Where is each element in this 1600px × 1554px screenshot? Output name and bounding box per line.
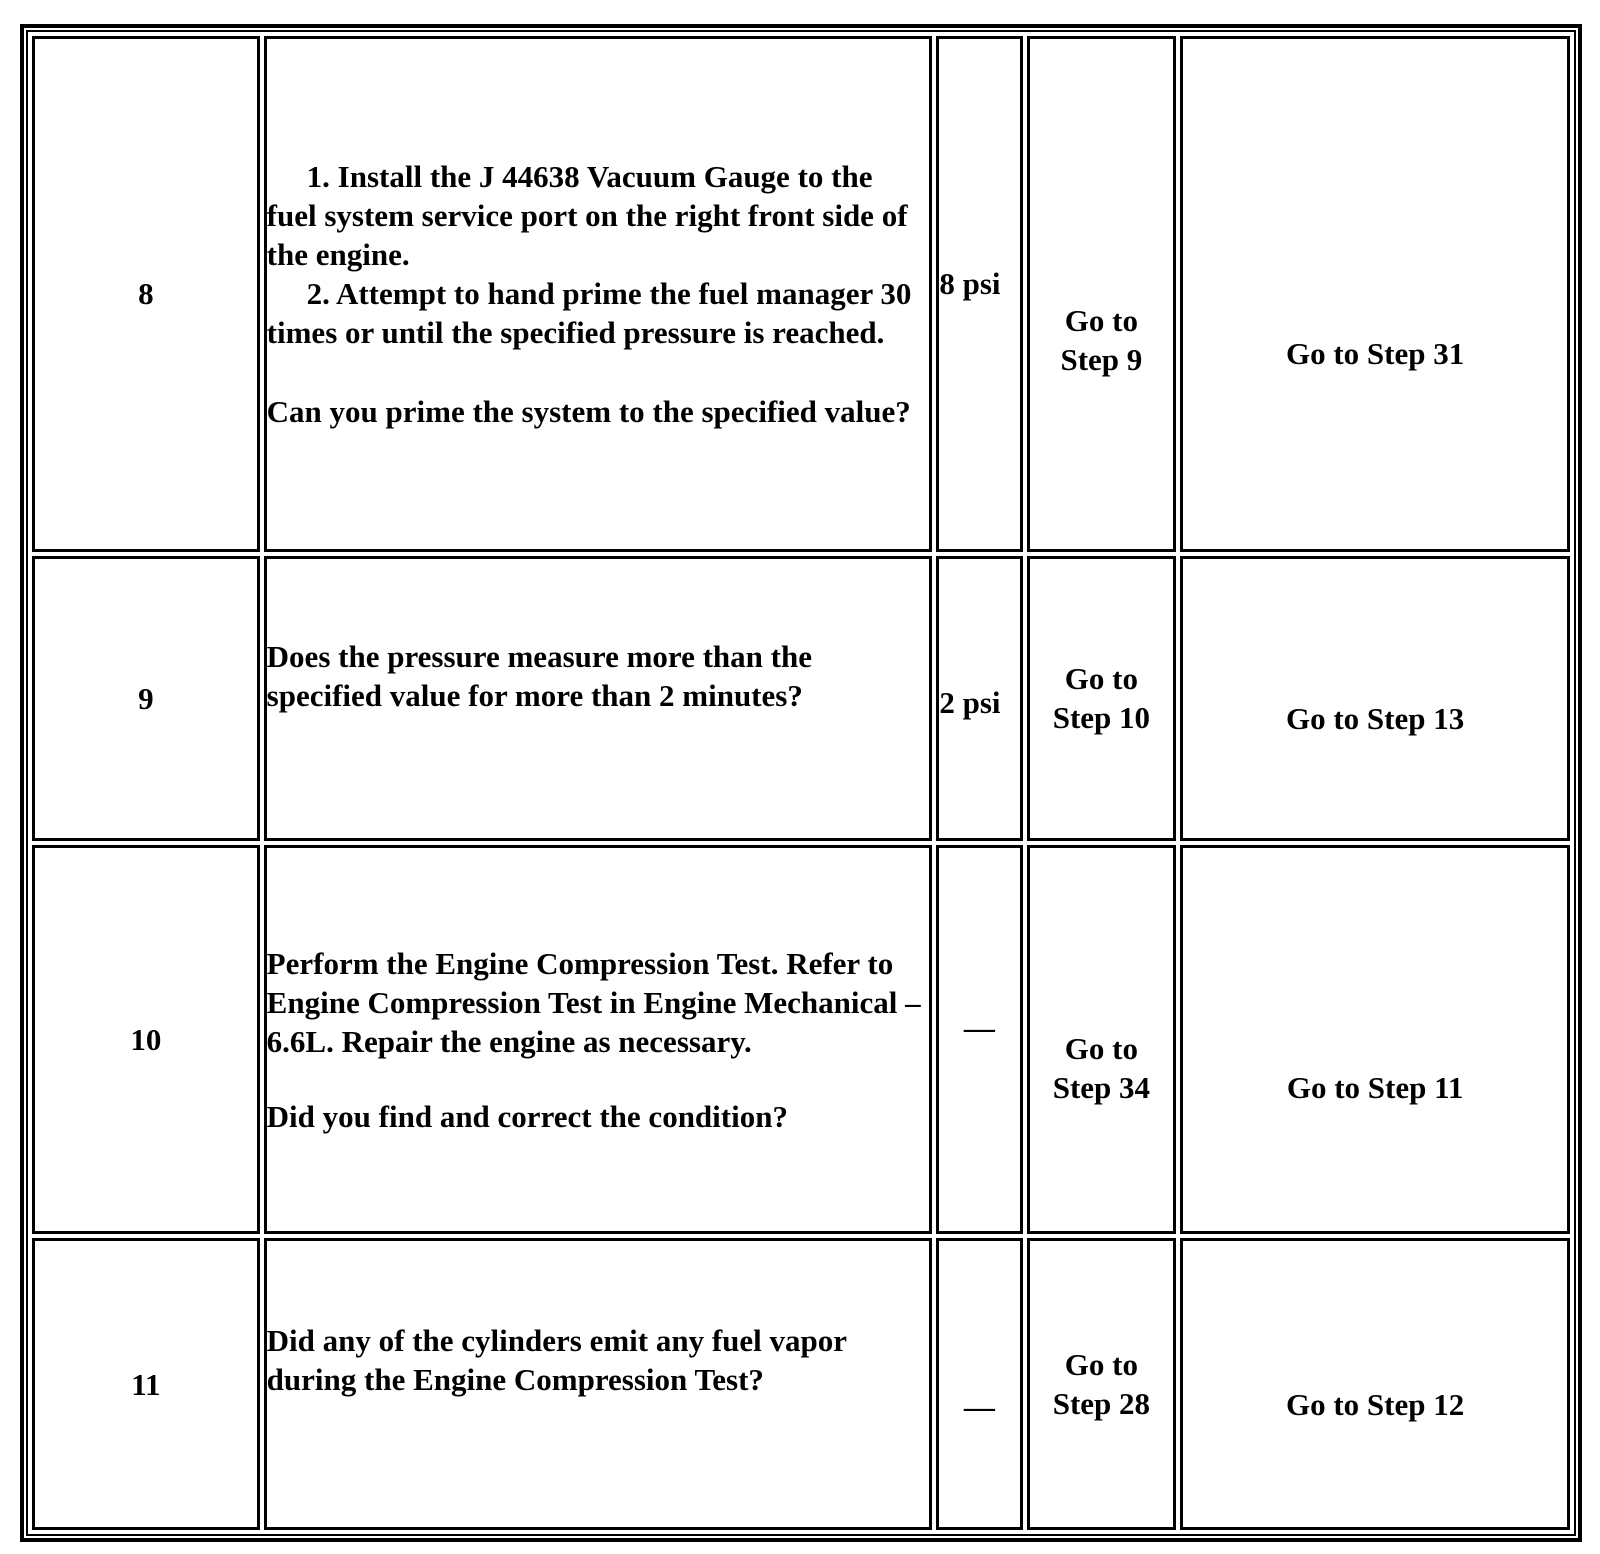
step-number-cell <box>32 845 260 1234</box>
value-dash: — <box>963 1010 995 1046</box>
table-row-step-11 <box>32 1238 1570 1530</box>
diagnostic-table-inner-border <box>26 30 1576 1536</box>
value-cell <box>936 556 1022 841</box>
value-cell <box>936 36 1022 552</box>
no-cell <box>1180 556 1570 841</box>
yes-go-to: Go to <box>1064 1347 1138 1383</box>
action-question: Does the pressure measure more than the specified value for more than 2 minutes? <box>266 638 812 713</box>
action-step-2: 2. Attempt to hand prime the fuel manager 30 times or until the specified pressure is reached. <box>266 275 912 350</box>
no-text: Go to Step 31 <box>1285 336 1465 372</box>
step-number-cell <box>32 1238 260 1530</box>
yes-step: Step 9 <box>1060 341 1143 377</box>
step-number: 11 <box>131 1366 161 1402</box>
yes-step: Step 10 <box>1052 700 1151 736</box>
step-number: 8 <box>138 276 154 312</box>
no-cell <box>1180 36 1570 552</box>
table-row-step-10 <box>32 845 1570 1234</box>
yes-go-to: Go to <box>1064 302 1138 338</box>
value-dash: — <box>963 1388 995 1424</box>
step-number-cell <box>32 556 260 841</box>
action-cell <box>264 556 933 841</box>
yes-cell <box>1027 36 1177 552</box>
no-text: Go to Step 11 <box>1286 1070 1464 1106</box>
spacer <box>267 1061 930 1097</box>
no-cell <box>1180 845 1570 1234</box>
no-text: Go to Step 12 <box>1285 1386 1465 1422</box>
action-question: Did you find and correct the condition? <box>266 1098 788 1134</box>
step-number: 10 <box>130 1022 162 1058</box>
table-row-step-9 <box>32 556 1570 841</box>
step-number-cell <box>32 36 260 552</box>
action-step-1: 1. Install the J 44638 Vacuum Gauge to the fuel system service port on the right front side of the engine. <box>266 158 908 272</box>
yes-go-to: Go to <box>1064 1030 1138 1066</box>
diagnostic-table-frame <box>20 24 1582 1542</box>
yes-cell <box>1027 1238 1177 1530</box>
yes-step: Step 34 <box>1052 1069 1151 1105</box>
no-text: Go to Step 13 <box>1285 700 1465 736</box>
diagnostic-table <box>28 32 1574 1534</box>
yes-step: Step 28 <box>1052 1386 1151 1422</box>
action-cell <box>264 36 933 552</box>
spacer <box>267 352 930 392</box>
action-cell <box>264 845 933 1234</box>
action-instruction: Perform the Engine Compression Test. Refer to Engine Compression Test in Engine Mechanical – 6.6L. Repair the engine as necessary. <box>266 945 921 1059</box>
no-cell <box>1180 1238 1570 1530</box>
yes-go-to: Go to <box>1064 661 1138 697</box>
value-cell <box>936 845 1022 1234</box>
table-row-step-8 <box>32 36 1570 552</box>
value-text: 8 psi <box>939 266 1001 302</box>
value-text: 2 psi <box>939 684 1001 720</box>
value-cell <box>936 1238 1022 1530</box>
step-number: 9 <box>138 680 154 716</box>
action-question: Did any of the cylinders emit any fuel vapor during the Engine Compression Test? <box>266 1323 847 1398</box>
action-question: Can you prime the system to the specified value? <box>266 393 911 429</box>
yes-cell <box>1027 845 1177 1234</box>
yes-cell <box>1027 556 1177 841</box>
action-cell <box>264 1238 933 1530</box>
